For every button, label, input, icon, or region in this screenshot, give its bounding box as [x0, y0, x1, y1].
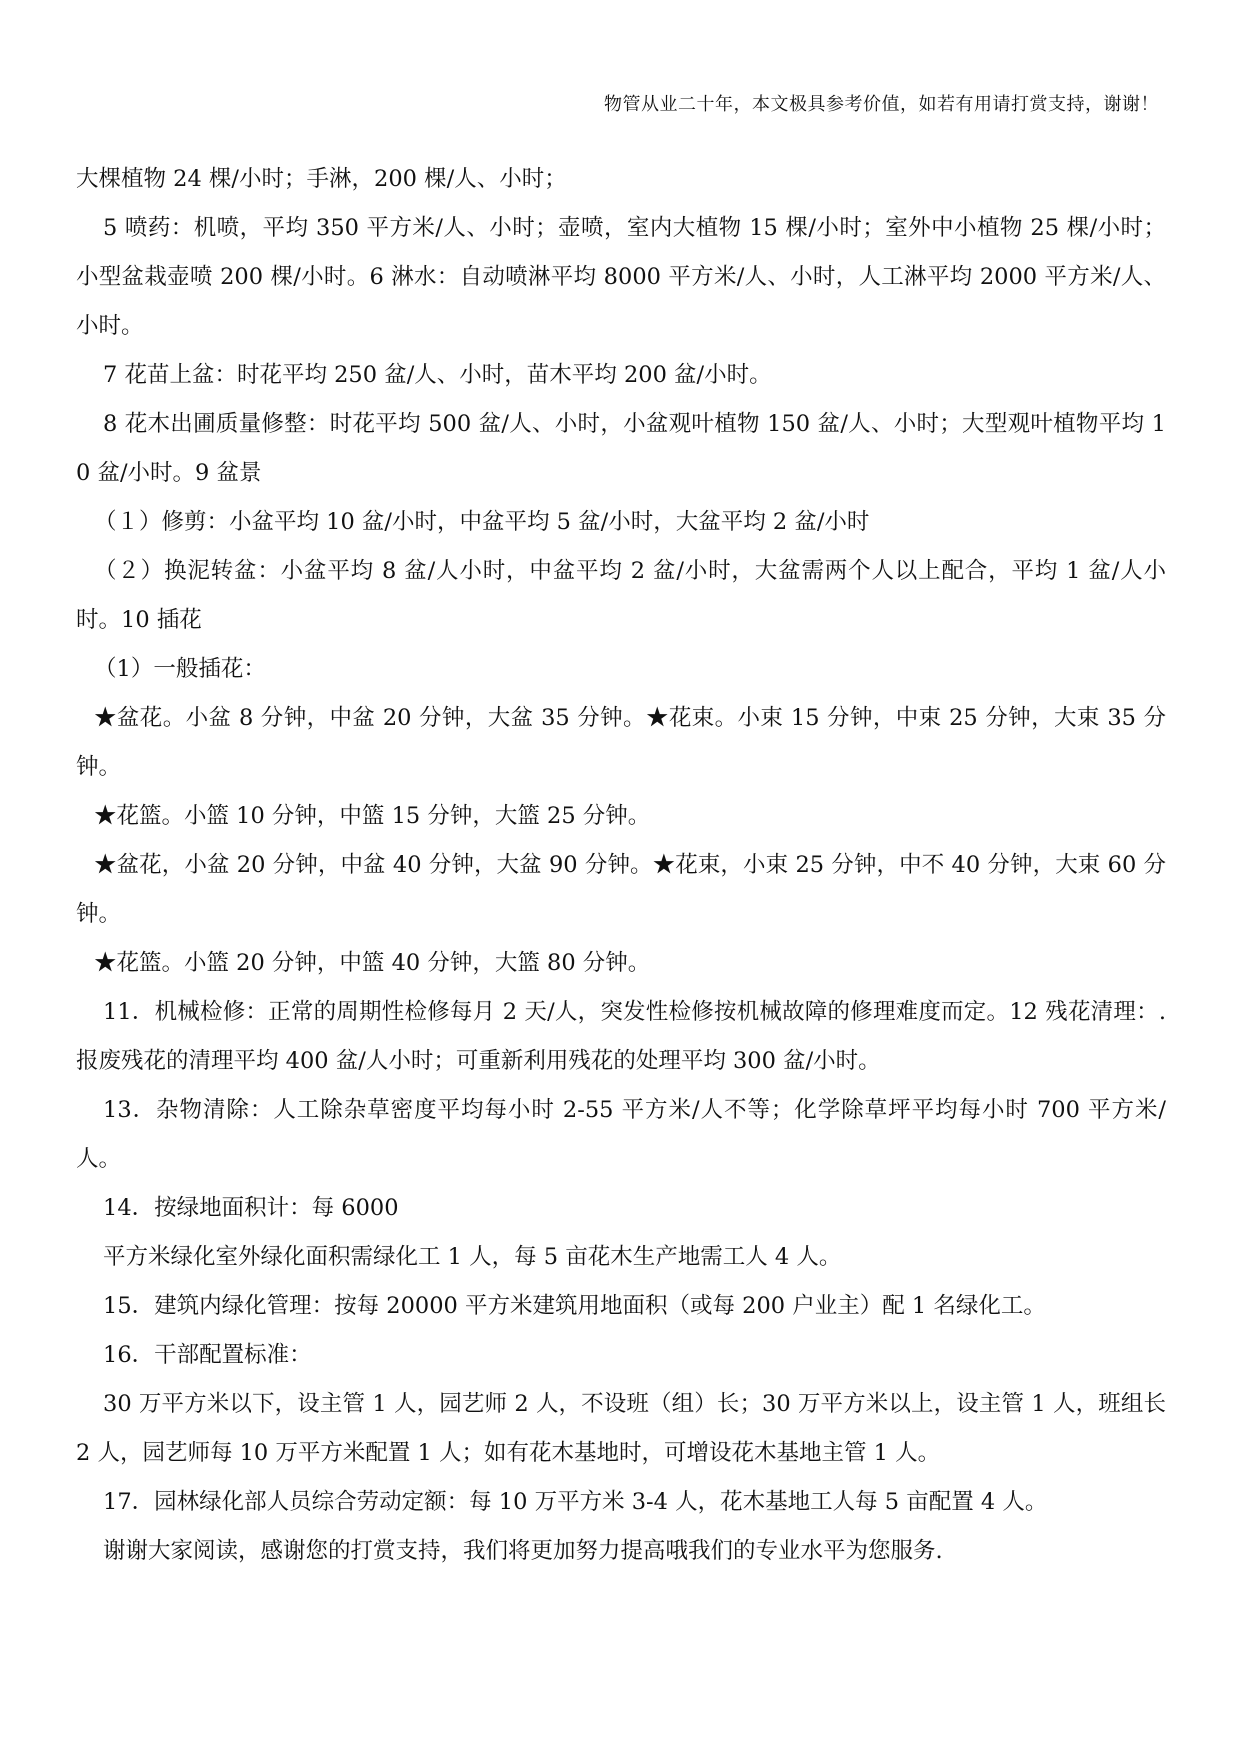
- paragraph-17: 16．干部配置标准：: [103, 1342, 312, 1368]
- paragraph-2: 5 喷药：机喷，平均 350 平方米/人、小时；壶喷，室内大植物 15 棵/小时；室外中小植物 25 棵/小时；小型盆栽壶喷 200 棵/小时。6 淋水：自动喷淋平均 8000 平方米/人、小时，人工淋平均 2000 平方米/人、小时。: [76, 215, 1166, 339]
- paragraph-6: （２）换泥转盆：小盆平均 8 盆/人小时，中盆平均 2 盆/小时，大盆需两个人以上配合，平均 1 盆/人小时。10 插花: [76, 558, 1166, 633]
- paragraph-8: ★盆花。小盆 8 分钟，中盆 20 分钟，大盆 35 分钟。★花束。小束 15 分钟，中束 25 分钟，大束 35 分钟。: [76, 705, 1166, 780]
- paragraph-9: ★花篮。小篮 10 分钟，中篮 15 分钟，大篮 25 分钟。: [94, 803, 651, 829]
- paragraph-12: 11．机械检修：正常的周期性检修每月 2 天/人，突发性检修按机械故障的修理难度而定。12 残花清理：. 报废残花的清理平均 400 盆/人小时；可重新利用残花的处理平均 300 盆/小时。: [76, 999, 1166, 1074]
- document-body: [76, 155, 1166, 1576]
- header-note: 物管从业二十年，本文极具参考价值，如若有用请打赏支持，谢谢！: [604, 94, 1159, 115]
- paragraph-20: 谢谢大家阅读，感谢您的打赏支持，我们将更加努力提高哦我们的专业水平为您服务.: [103, 1538, 943, 1564]
- paragraph-10: ★盆花，小盆 20 分钟，中盆 40 分钟，大盆 90 分钟。★花束，小束 25 分钟，中不 40 分钟，大束 60 分钟。: [76, 852, 1166, 927]
- paragraph-19: 17．园林绿化部人员综合劳动定额：每 10 万平方米 3-4 人，花木基地工人每 5 亩配置 4 人。: [103, 1489, 1048, 1515]
- paragraph-16: 15．建筑内绿化管理：按每 20000 平方米建筑用地面积（或每 200 户业主）配 1 名绿化工。: [103, 1293, 1046, 1319]
- paragraph-5: （１）修剪：小盆平均 10 盆/小时，中盆平均 5 盆/小时，大盆平均 2 盆/小时: [94, 509, 870, 535]
- paragraph-18: 30 万平方米以下，设主管 1 人，园艺师 2 人，不设班（组）长；30 万平方米以上，设主管 1 人，班组长 2 人，园艺师每 10 万平方米配置 1 人；如有花木基地时，可增设花木基地主管 1 人。: [76, 1391, 1166, 1466]
- paragraph-7: （1）一般插花：: [94, 656, 266, 682]
- paragraph-3: 7 花苗上盆：时花平均 250 盆/人、小时，苗木平均 200 盆/小时。: [103, 362, 772, 388]
- paragraph-1: 大棵植物 24 棵/小时；手淋，200 棵/人、小时；: [76, 166, 567, 192]
- paragraph-13: 13．杂物清除：人工除杂草密度平均每小时 2-55 平方米/人不等；化学除草坪平均每小时 700 平方米/人。: [76, 1097, 1166, 1172]
- paragraph-11: ★花篮。小篮 20 分钟，中篮 40 分钟，大篮 80 分钟。: [94, 950, 651, 976]
- paragraph-14: 14．按绿地面积计：每 6000: [103, 1195, 399, 1221]
- paragraph-4: 8 花木出圃质量修整：时花平均 500 盆/人、小时，小盆观叶植物 150 盆/人、小时；大型观叶植物平均 10 盆/小时。9 盆景: [76, 411, 1166, 486]
- paragraph-15: 平方米绿化室外绿化面积需绿化工 1 人，每 5 亩花木生产地需工人 4 人。: [103, 1244, 842, 1270]
